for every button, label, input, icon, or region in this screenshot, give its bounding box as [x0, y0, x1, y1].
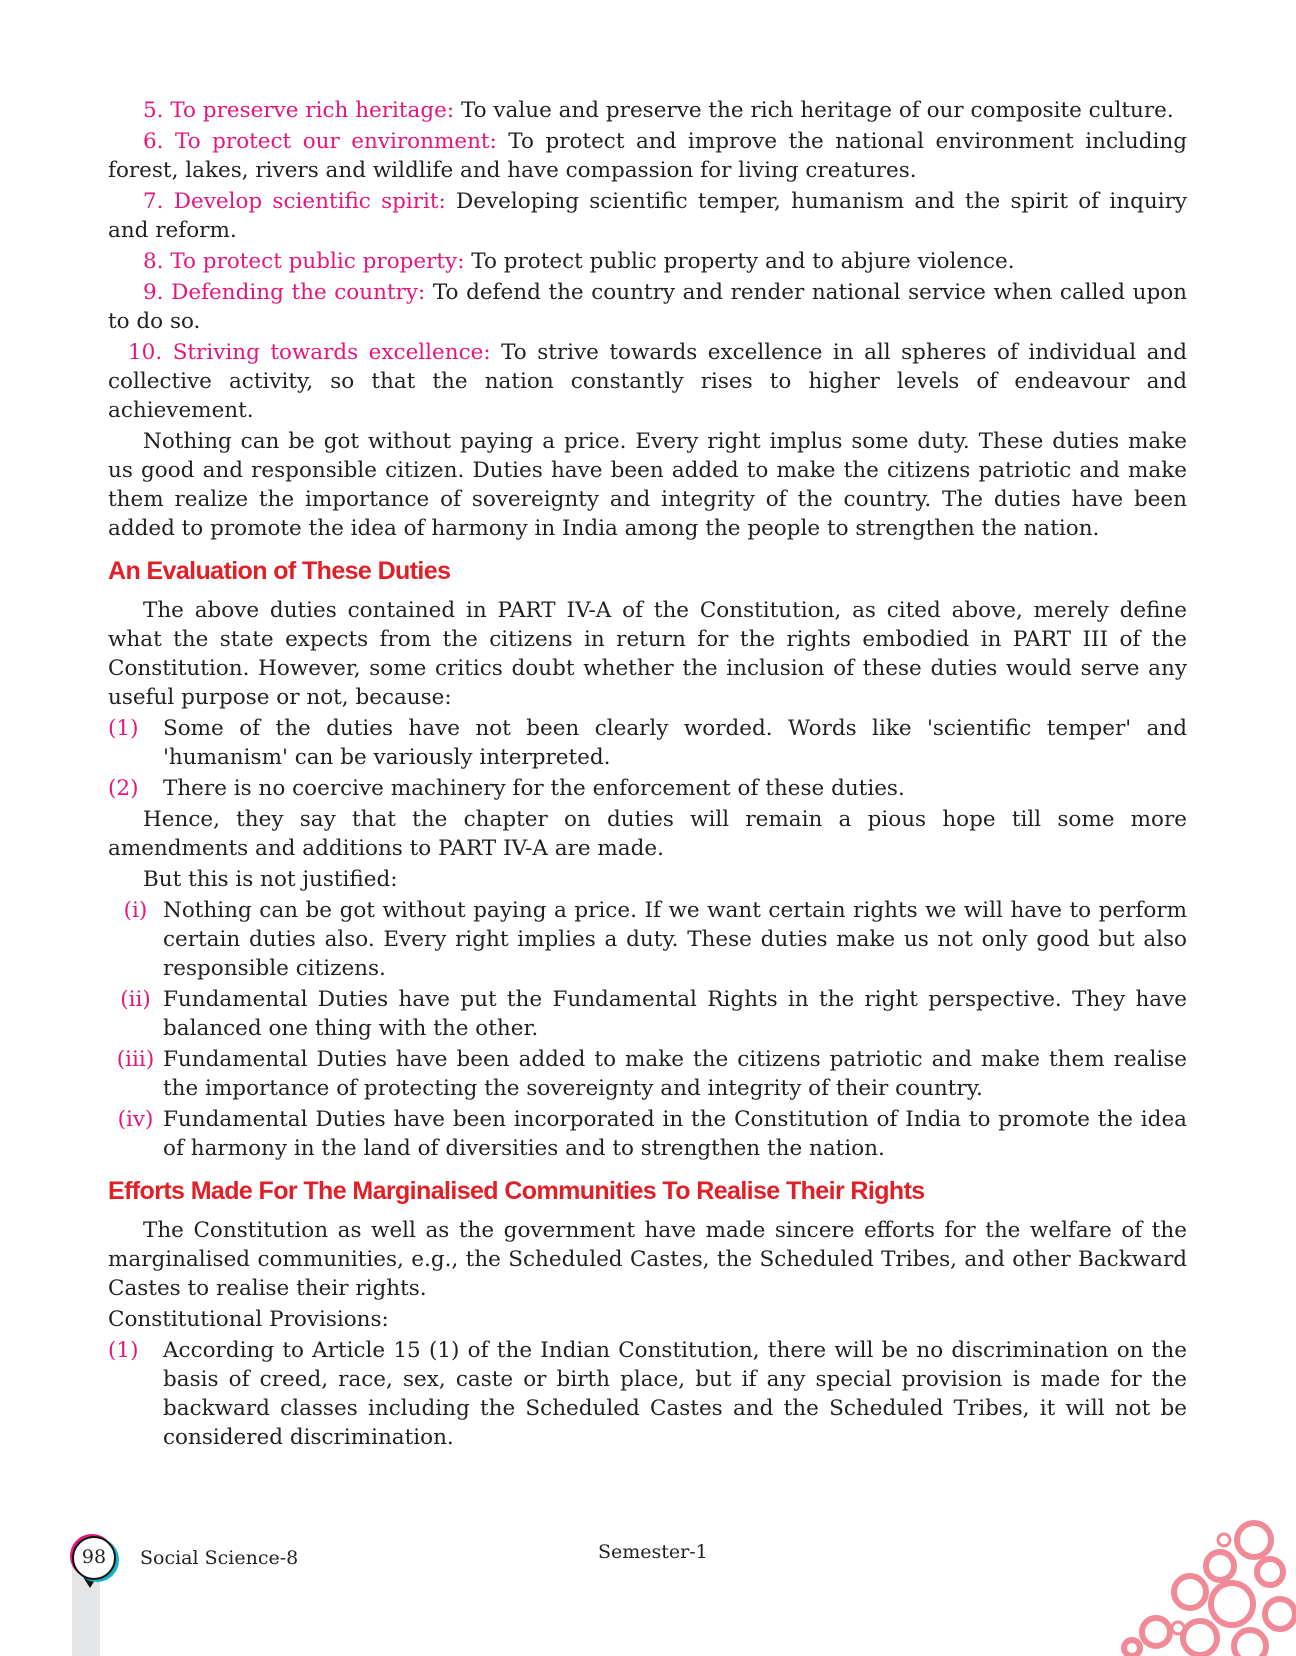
justification-item: (ii) Fundamental Duties have put the Fundamental Rights in the right perspective. They have balanced one thing with the other. — [108, 985, 1187, 1043]
critic-item: (2) There is no coercive machinery for the enforcement of these duties. — [108, 776, 905, 801]
page-content — [108, 96, 1187, 1454]
section-heading-marginalised: Efforts Made For The Marginalised Communities To Realise Their Rights — [108, 1177, 925, 1205]
but-paragraph: But this is not justified: — [143, 867, 398, 892]
marginalised-intro: The Constitution as well as the government have made sincere efforts for the welfare of the marginalised communities, e.g., the Scheduled Castes, the Scheduled Tribes, and other Backward Castes to realise their rights. — [108, 1218, 1187, 1301]
decorative-circles-icon — [1120, 1516, 1296, 1656]
evaluation-intro: The above duties contained in PART IV-A of the Constitution, as cited above, merely define what the state expects from the citizens in return for the rights embodied in PART III of the Constitution. However, some critics doubt whether the inclusion of these duties would serve any useful purpose or not, because: — [108, 598, 1187, 710]
hence-paragraph: Hence, they say that the chapter on duties will remain a pious hope till some more amendments and additions to PART IV-A are made. — [108, 807, 1187, 861]
duty-item-5: 5. To preserve rich heritage: To value and preserve the rich heritage of our composite culture. — [143, 98, 1174, 123]
provision-item: (1) According to Article 15 (1) of the Indian Constitution, there will be no discrimination on the basis of creed, race, sex, caste or birth place, but if any special provision is made for the backward classes including the Scheduled Castes and the Scheduled Tribes, it will not be considered discrimination. — [108, 1338, 1187, 1450]
semester-label: Semester-1 — [598, 1541, 708, 1563]
price-paragraph: Nothing can be got without paying a price. Every right implus some duty. These duties make us good and responsible citizen. Duties have been added to make the citizens patriotic and make them realize the importance of sovereignty and integrity of the country. The duties have been added to promote the idea of harmony in India among the people to strengthen the nation. — [108, 429, 1187, 541]
list-marker: (i) — [123, 898, 148, 923]
duty-item-7: 7. Develop scientific spirit: Developing scientific temper, humanism and the spirit of inquiry and reform. — [108, 189, 1188, 243]
justification-item: (iv) Fundamental Duties have been incorporated in the Constitution of India to promote the idea of harmony in the land of diversities and to strengthen the nation. — [108, 1105, 1187, 1163]
book-title: Social Science-8 — [140, 1547, 299, 1569]
justification-item: (i) Nothing can be got without paying a price. If we want certain rights we will have to perform certain duties also. Every right implies a duty. These duties make us not only good but also responsible citizens. — [108, 896, 1187, 983]
section-heading-evaluation: An Evaluation of These Duties — [108, 557, 451, 585]
duty-item-9: 9. Defending the country: To defend the country and render national service when called upon to do so. — [108, 280, 1188, 334]
list-marker: (1) — [108, 716, 139, 741]
duty-item-10: 10. Striving towards excellence: To strive towards excellence in all spheres of individual and collective activity, so that the nation constantly rises to higher levels of endeavour and achievement. — [108, 340, 1187, 423]
list-marker: (1) — [108, 1338, 139, 1363]
justification-item: (iii) Fundamental Duties have been added to make the citizens patriotic and make them realise the importance of protecting the sovereignty and integrity of their country. — [108, 1045, 1187, 1103]
list-marker: (ii) — [120, 987, 151, 1012]
page-number: 98 — [72, 1536, 116, 1580]
list-marker: (2) — [108, 776, 139, 801]
duty-item-6: 6. To protect our environment: To protect and improve the national environment including forest, lakes, rivers and wildlife and have compassion for living creatures. — [108, 129, 1187, 183]
critic-item: (1) Some of the duties have not been clearly worded. Words like 'scientific temper' and 'humanism' can be variously interpreted. — [108, 716, 1187, 770]
duty-item-8: 8. To protect public property: To protect public property and to abjure violence. — [143, 249, 1015, 274]
list-marker: (iii) — [116, 1047, 155, 1072]
provisions-label: Constitutional Provisions: — [108, 1307, 389, 1332]
list-marker: (iv) — [117, 1107, 154, 1132]
